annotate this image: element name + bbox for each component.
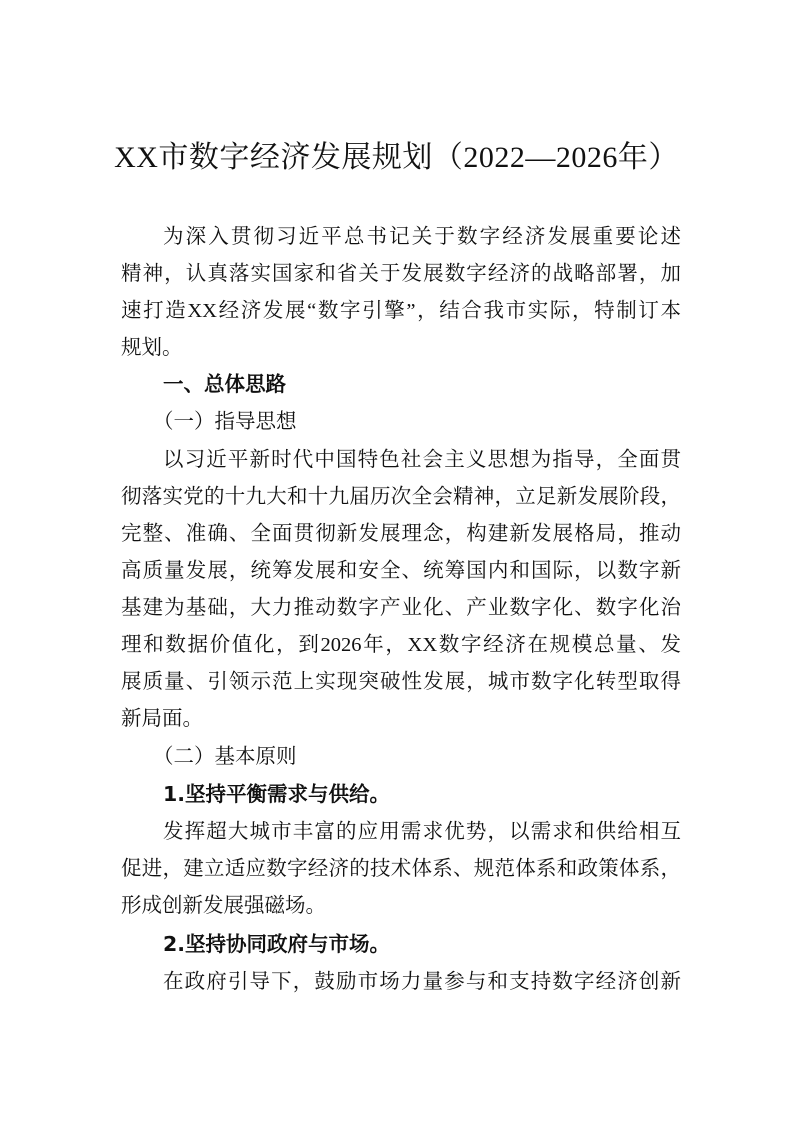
intro-line: 速打造XX经济发展“数字引擎”，结合我市实际，特制订本 — [121, 300, 681, 322]
intro-line: 规划。 — [121, 337, 183, 359]
guiding-line: 新局面。 — [121, 708, 203, 730]
guiding-line: 以习近平新时代中国特色社会主义思想为指导，全面贯 — [163, 449, 681, 471]
principle-line: 发挥超大城市丰富的应用需求优势，以需求和供给相互 — [163, 821, 681, 843]
intro-line: 为深入贯彻习近平总书记关于数字经济发展重要论述 — [163, 226, 681, 248]
subsection-heading: （二）基本原则 — [153, 746, 297, 768]
guiding-line: 高质量发展，统筹发展和安全、统筹国内和国际，以数字新 — [121, 560, 681, 582]
principle-heading: 1.坚持平衡需求与供给。 — [163, 782, 391, 806]
guiding-line: 完整、准确、全面贯彻新发展理念，构建新发展格局，推动 — [121, 523, 681, 545]
guiding-line: 理和数据价值化，到2026年，XX数字经济在规模总量、发 — [121, 634, 681, 656]
guiding-line: 基建为基础，大力推动数字产业化、产业数字化、数字化治 — [121, 597, 681, 619]
guiding-line: 展质量、引领示范上实现突破性发展，城市数字化转型取得 — [121, 671, 681, 693]
principle-line: 促进，建立适应数字经济的技术体系、规范体系和政策体系， — [121, 858, 681, 880]
principle-line: 形成创新发展强磁场。 — [121, 895, 326, 917]
document-title: XX市数字经济发展规划（2022—2026年） — [114, 141, 679, 174]
section-heading: 一、总体思路 — [163, 372, 286, 396]
guiding-line: 彻落实党的十九大和十九届历次全会精神，立足新发展阶段， — [121, 486, 681, 508]
intro-line: 精神，认真落实国家和省关于发展数字经济的战略部署，加 — [121, 263, 681, 285]
subsection-heading: （一）指导思想 — [153, 411, 297, 433]
principle-heading: 2.坚持协同政府与市场。 — [163, 932, 391, 956]
principle-line: 在政府引导下，鼓励市场力量参与和支持数字经济创新 — [163, 971, 681, 993]
